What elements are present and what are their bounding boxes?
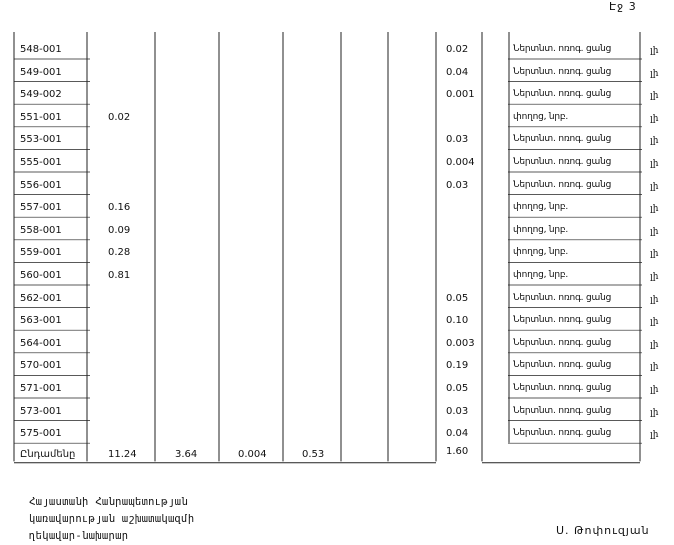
parcel-code: 573-001 — [20, 405, 62, 417]
road-area-value: 0.02 — [108, 111, 131, 123]
row-mark: լի — [650, 136, 659, 147]
land-use-description: Ներտնտ. ոռոգ. ցանց — [513, 360, 612, 371]
parcel-code: 555-001 — [20, 157, 62, 168]
irrigation-area-value: 0.19 — [446, 360, 469, 372]
land-use-description: Ներտնտ. ոռոգ. ցանց — [513, 44, 612, 54]
irrigation-area-value: 0.10 — [446, 315, 469, 327]
road-area-value: 0.81 — [108, 270, 131, 281]
parcel-code: 548-001 — [20, 44, 62, 55]
road-area-value: 0.16 — [108, 202, 131, 214]
land-use-description: Ներտնտ. ոռոգ. ցանց — [513, 405, 612, 416]
land-use-description: փողոց, նրբ. — [513, 224, 569, 235]
row-mark: լի — [650, 249, 659, 260]
row-mark: լի — [650, 294, 659, 305]
irrigation-area-value: 0.04 — [446, 428, 469, 440]
official-title-line: կառավարության աշխատակազմի — [29, 513, 195, 525]
row-mark: լի — [650, 46, 659, 56]
total-road-area: 11.24 — [108, 448, 137, 460]
row-mark: լի — [650, 68, 659, 79]
land-use-description: Ներտնտ. ոռոգ. ցանց — [513, 315, 612, 326]
row-mark: լի — [650, 317, 659, 328]
row-mark: լի — [650, 204, 659, 215]
official-title-line: ղեկավար-նախարար — [29, 530, 129, 542]
parcel-code: 559-001 — [20, 247, 62, 259]
irrigation-area-value: 0.03 — [446, 405, 469, 417]
row-mark: լի — [650, 226, 659, 237]
land-use-description: Ներտնտ. ոռոգ. ցանց — [513, 89, 612, 100]
parcel-code: 549-001 — [20, 66, 62, 78]
irrigation-area-value: 0.003 — [446, 337, 475, 349]
parcel-code: 571-001 — [20, 383, 62, 394]
land-use-description: Ներտնտ. ոռոգ. ցանց — [513, 383, 612, 393]
row-mark: լի — [650, 181, 659, 192]
parcel-code: 553-001 — [20, 134, 62, 146]
land-use-description: Ներտնտ. ոռոգ. ցանց — [513, 428, 612, 439]
land-use-description: Ներտնտ. ոռոգ. ցանց — [513, 66, 612, 77]
total-irrigation-area: 1.60 — [446, 445, 469, 457]
parcel-code: 556-001 — [20, 179, 62, 191]
official-title-line: Հայաստանի Հանրապետության — [29, 496, 188, 508]
row-mark: լի — [650, 339, 659, 350]
irrigation-area-value: 0.05 — [446, 292, 469, 304]
irrigation-area-value: 0.03 — [446, 134, 469, 146]
land-use-description: Ներտնտ. ոռոգ. ցանց — [513, 292, 612, 303]
parcel-code: 551-001 — [20, 111, 62, 123]
total-label: Ընդամենը — [20, 448, 76, 460]
irrigation-area-value: 0.004 — [446, 157, 475, 168]
irrigation-area-value: 0.04 — [446, 66, 469, 78]
irrigation-area-value: 0.03 — [446, 179, 469, 191]
page-number: Էջ 3 — [609, 0, 637, 13]
land-use-description: Ներտնտ. ոռոգ. ցանց — [513, 134, 612, 145]
row-mark: լի — [650, 407, 659, 418]
total-value: 0.004 — [238, 448, 267, 460]
land-use-description: Ներտնտ. ոռոգ. ցանց — [513, 157, 612, 167]
row-mark: լի — [650, 159, 659, 169]
irrigation-area-value: 0.02 — [446, 44, 469, 55]
row-mark: լի — [650, 362, 659, 373]
irrigation-area-value: 0.001 — [446, 89, 475, 101]
parcel-code: 563-001 — [20, 315, 62, 327]
parcel-code: 570-001 — [20, 360, 62, 372]
signatory-name: Ս. Թոփուզյան — [556, 524, 650, 537]
row-mark: լի — [650, 385, 659, 395]
land-use-description: փողոց, նրբ. — [513, 270, 569, 280]
parcel-code: 560-001 — [20, 270, 62, 281]
land-use-description: փողոց, նրբ. — [513, 202, 569, 213]
land-use-description: Ներտնտ. ոռոգ. ցանց — [513, 337, 612, 348]
parcel-code: 575-001 — [20, 428, 62, 440]
parcel-code: 557-001 — [20, 202, 62, 214]
land-use-description: փողոց, նրբ. — [513, 111, 569, 122]
total-value: 3.64 — [175, 448, 198, 460]
parcel-code: 549-002 — [20, 89, 62, 101]
row-mark: լի — [650, 430, 659, 441]
land-use-description: Ներտնտ. ոռոգ. ցանց — [513, 179, 612, 190]
row-mark: լի — [650, 113, 659, 124]
parcel-code: 562-001 — [20, 292, 62, 304]
parcel-code: 558-001 — [20, 224, 62, 236]
total-value: 0.53 — [302, 448, 325, 460]
row-mark: լի — [650, 272, 659, 282]
row-mark: լի — [650, 91, 659, 102]
official-title — [29, 494, 195, 545]
parcel-code: 564-001 — [20, 337, 62, 349]
road-area-value: 0.09 — [108, 224, 131, 236]
land-use-description: փողոց, նրբ. — [513, 247, 569, 258]
road-area-value: 0.28 — [108, 247, 131, 259]
irrigation-area-value: 0.05 — [446, 383, 469, 394]
